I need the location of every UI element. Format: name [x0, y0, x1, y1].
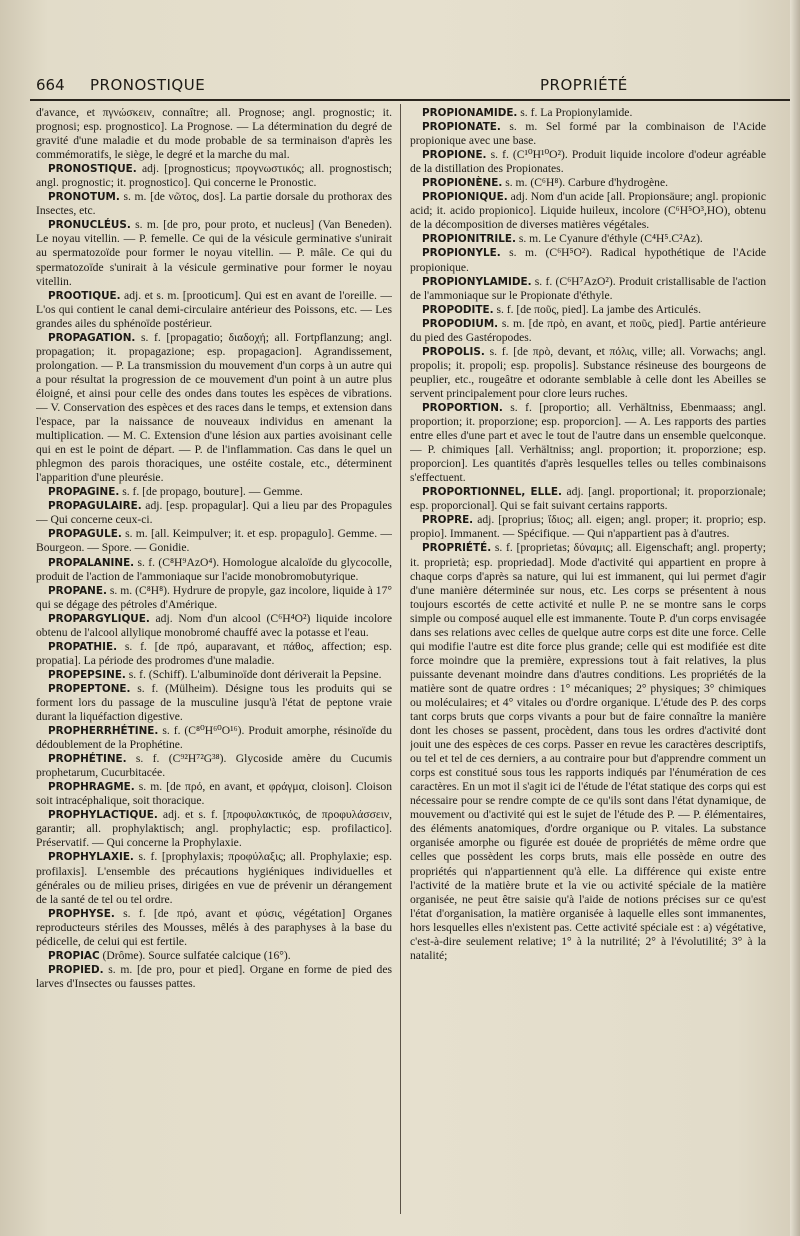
entry-definition: s. m. Sel formé par la combinaison de l'Acide propionique avec une base.: [410, 120, 766, 148]
dictionary-entry: [36, 907, 392, 949]
dictionary-entry: [410, 190, 766, 232]
entry-headword: PROPOLIS.: [422, 345, 485, 358]
entry-headword: PROPEPTONE.: [48, 682, 131, 695]
entry-definition: s. m. (C⁶H⁵O²). Radical hypothétique de l'Acide propionique.: [410, 246, 766, 274]
dictionary-entry: [410, 303, 766, 317]
entry-definition: s. m. [de pro, pour et pied]. Organe en forme de pied des larves d'Insectes ou fausses pattes.: [36, 962, 392, 990]
entry-headword: PROOTIQUE.: [48, 289, 121, 302]
entry-definition: d'avance, et πγνώσκειν, connaître; all. Prognose; angl. prognostic; it. prognosi; esp. prognostico]. La Prognose. — La détermination du degré de gravité d'une maladie et du mode probable de sa terminaison d'après les commémoratifs, le siège, le degré et la marche du mal.: [36, 106, 392, 162]
entry-definition: adj. Nom d'un acide [all. Propionsäure; angl. propionic acid; it. acido propionico]. Liquide huileux, incolore (C⁶H⁵O³,HO), obtenu de la décomposition de diverses matières végétales.: [410, 190, 766, 232]
entry-headword: PROPATHIE.: [48, 640, 118, 653]
entry-definition: s. f. [proprietas; δύναμις; all. Eigenschaft; angl. property; it. proprietà; esp. propriedad]. Mode d'activité qui appartient en propre à chaque corps d'après sa nature, qui lui est immanent, qui lui permet d'agir d'une manière déterminée sur nous, etc. Les corps se présentent à nous toujours escortés de cette activité et nulle P. ne se montre sans le corps simple ou composé auquel elle est immanente. Toute P. d'un corps envisagée dans ses relations avec celles de quelque autre corps est dite une force. Celle qui modifie l'autre est dite force plus grande; celle qui est modifiée est dite force moindre que la première, expressions tout à fait relatives, la plus puissante devenant moindre dans d'autres conditions. Les propriétés de la matière sont de quatre ordres : 1° mécaniques; 2° physiques; 3° chimiques ou moléculaires; et 4° vitales ou d'ordre organique. L'étude des P. des corps tant corps bruts que corps vivants a pour but de faire connaître la manière dont les choses se passent, procèdent, dans tous les ordres d'activité dont jouit une des espèces de ces corps. Passer en revue les caractères descriptifs, ou tel et tel de ces derniers, a au contraire pour but d'apprendre comment un corps est constitué sous tous les rapports indiqués par l'énumération de ces caractères. En un mot il s'agit ici de l'étude de l'état statique des corps qui est nécessaire pour se rendre compte de ce qu'ils sont dans l'état dynamique, de mouvement ou d'activité qui est le sujet de l'étude des P. — P. élémentaires, des éléments anatomiques, d'ordre organique ou P. vitales. La substance organisée amorphe ou figurée est douée de propriétés de même ordre que celles que possèdent les corps bruts, mais elle possède en outre des propriétés qui n'appartiennent qu'à elle. La différence qui existe entre l'activité de la matière brute et la vie ou activité spéciale de la matière organisée, ne peut être saisie qu'à l'aide de notions précises sur ce qu'est l'état d'organisation, la matière organisée à laquelle elles sont immanentes, hors lesquelles elles n'existent pas. Cette activité spéciale est : a) végétative, c'est-à-dire seulement relative; 1° à la nutrilité; 2° à l'évolutilité; 3° à la natalité;: [410, 541, 766, 962]
entry-headword: PROPRE.: [422, 514, 474, 527]
entry-definition: s. m. [de pro, pour proto, et nucleus] (Van Beneden). Le noyau vitellin. — P. femelle. Ce qui de la vésicule germinative s'unirait au spermatozoïde pour former le noyau vitellin. — P. mâle. Ce qui du spermatozoïde s'unirait à la vésicule germinative pour former le noyau vitellin.: [36, 218, 392, 288]
dictionary-entry: [36, 963, 392, 991]
dictionary-entry: [36, 499, 392, 527]
entry-definition: s. f. (Schiff). L'albuminoïde dont dériverait la Pepsine.: [128, 667, 382, 681]
entry-headword: PROPHRAGME.: [48, 781, 135, 794]
dictionary-entry: [36, 682, 392, 724]
entry-definition: s. f. [proportio; all. Verhältniss, Ebenmaass; angl. proportion; it. proporzione; esp. proporcion]. — A. Les rapports des parties entre elles d'une part et avec le tout de l'autre dans un ensemble quelconque. — P. chimiques [all. Verhältniss; angl. proportion; it. proporzione; esp. proporcion]. Les quantités d'après lesquelles telles ou telles combinaisons s'effectuent.: [410, 400, 766, 485]
entry-headword: PROPANE.: [48, 584, 107, 597]
entry-definition: s. f. (C⁸H⁹AzO⁴). Homologue alcaloïde du glycocolle, produit de l'action de l'ammoniaque sur l'acide monobromobutyrique.: [36, 555, 392, 583]
entry-definition: adj. Nom d'un alcool (C⁶H⁴O²) liquide incolore obtenu de l'alcool allylique monobromé chauffé avec la potasse et l'eau.: [36, 611, 392, 639]
entry-headword: PROPAGINE.: [48, 486, 120, 499]
page-edge-shadow: [790, 0, 800, 1236]
dictionary-entry: [36, 331, 392, 486]
entry-headword: PROPIONE.: [422, 149, 487, 162]
entry-definition: s. f. [prophylaxis; προφύλαξις; all. Prophylaxie; esp. profilaxis]. L'ensemble des précautions hygiéniques individuelles et générales ou de milieu prises, dirigées en vue de prévenir un dérangement de la santé de tel ou tel ordre.: [36, 850, 392, 906]
entry-headword: PROPAGULE.: [48, 528, 122, 541]
entry-definition: s. f. [de πρό, avant et φύσις, végétation] Organes reproducteurs stériles des Mousses, mêlés à des paraphyses à la base du pédicelle, de celui qui est fertile.: [36, 906, 392, 948]
dictionary-entry: [36, 289, 392, 331]
dictionary-entry: [36, 808, 392, 850]
entry-headword: PROPIAC: [48, 949, 100, 962]
entry-headword: PROPHYLAXIE.: [48, 851, 134, 864]
entry-definition: s. m. Le Cyanure d'éthyle (C⁴H⁵.C²Az).: [518, 232, 703, 246]
header-rule: [30, 99, 793, 101]
entry-headword: PROPARGYLIQUE.: [48, 612, 150, 625]
dictionary-entry: [410, 275, 766, 303]
entry-definition: adj. et s. m. [prooticum]. Qui est en avant de l'oreille. — L'os qui contient le canal demi-circulaire antérieur des Poissons, etc. — Les grandes ailes du sphénoïde postérieur.: [36, 288, 392, 330]
entry-headword: PRONOSTIQUE.: [48, 163, 137, 176]
entry-headword: PROPHYLACTIQUE.: [48, 809, 158, 822]
dictionary-entry: [36, 106, 392, 162]
dictionary-entry: [36, 949, 392, 963]
entry-headword: PROPHERRHÉTINE.: [48, 725, 159, 738]
entry-definition: adj. [esp. propagular]. Qui a lieu par des Propagules — Qui concerne ceux-ci.: [36, 499, 392, 527]
entry-headword: PROPRIÉTÉ.: [422, 542, 492, 555]
dictionary-entry: [410, 513, 766, 541]
entry-definition: s. m. [de πρό, en avant, et φράγμα, cloison]. Cloison soit intracéphalique, soit thoracique.: [36, 780, 392, 808]
entry-definition: s. f. [de ποῦς, pied]. La jambe des Articulés.: [496, 302, 701, 316]
page-number: 664: [36, 76, 65, 94]
entry-definition: s. m. [de πρὸ, en avant, et ποῦς, pied]. Partie antérieure du pied des Gastéropodes.: [410, 316, 766, 344]
entry-definition: s. f. [propagatio; διαδοχή; all. Fortpflanzung; angl. propagation; it. propagazione; esp. propagacion]. Agrandissement, prolongation. — P. La transmission du mouvement d'un corps à un autre qui a pour résultat la progression de ce mouvement d'un point à un autre plus éloigné, et ainsi pour celle des ondes dans toutes les espèces de vibrations. — V. Conservation des espèces et des races dans le temps, et extension dans l'espace, par la naissance de nouveaux individus en amenant la multiplication. — M. C. Extension d'une lésion aux parties avoisinant celle qui en est le point de départ. — P. de l'inflammation. Cas dans le quel un phlegmon des parois thoraciques, une ostéite costale, etc., déterminent l'apparition d'une pleurésie.: [36, 330, 392, 485]
entry-headword: PROPEPSINE.: [48, 668, 126, 681]
entry-definition: adj. [proprius; ἴδιος; all. eigen; angl. proper; it. proprio; esp. propio]. Immanent. — Spécifique. — Qui n'appartient pas à d'autres.: [410, 513, 766, 541]
dictionary-entry: [36, 527, 392, 555]
dictionary-entry: [36, 218, 392, 288]
dictionary-entry: [410, 541, 766, 962]
entry-definition: s. m. [de νῶτος, dos]. La partie dorsale du prothorax des Insectes, etc.: [36, 190, 392, 218]
entry-definition: adj. et s. f. [προφυλακτικός, de προφυλάσσειν, garantir; all. prophylaktisch; angl. prophylactic; esp. profilactico]. Préservatif. — Qui concerne la Prophylaxie.: [36, 808, 392, 850]
entry-headword: PROPORTIONNEL, ELLE.: [422, 486, 562, 499]
entry-definition: s. f. (Mülheim). Désigne tous les produits qui se forment lors du passage de la musculine jusqu'à l'état de peptone vraie durant la liquéfaction digestive.: [36, 681, 392, 724]
dictionary-entry: [410, 232, 766, 246]
entry-headword: PROPIONÈNE.: [422, 177, 503, 190]
entry-headword: PROPORTION.: [422, 401, 503, 414]
entry-definition: s. f. [de propago, bouture]. — Gemme.: [122, 485, 303, 499]
entry-headword: PRONOTUM.: [48, 191, 120, 204]
entry-headword: PROPIONIQUE.: [422, 191, 508, 204]
dictionary-entry: [36, 780, 392, 808]
entry-headword: PROPIONYLAMIDE.: [422, 275, 532, 288]
entry-headword: PROPIONATE.: [422, 121, 501, 134]
entry-headword: PROPHYSE.: [48, 907, 115, 920]
entry-headword: PROPAGATION.: [48, 331, 136, 344]
dictionary-entry: [410, 106, 766, 120]
entry-headword: PROPHÉTINE.: [48, 753, 127, 766]
dictionary-entry: [36, 162, 392, 190]
left-running-title: PRONOSTIQUE: [90, 76, 206, 94]
entry-definition: s. f. (C⁶H⁷AzO²). Produit cristallisable de l'action de l'ammoniaque sur le Propionate d'éthyle.: [410, 274, 766, 302]
entry-definition: s. m. (C⁶H⁸). Carbure d'hydrogène.: [505, 176, 669, 190]
entry-headword: PROPODIUM.: [422, 317, 499, 330]
dictionary-entry: [36, 724, 392, 752]
column-divider: [400, 104, 401, 1214]
entry-headword: PROPAGULAIRE.: [48, 500, 142, 513]
dictionary-entry: [410, 345, 766, 401]
entry-headword: PROPIONYLE.: [422, 247, 501, 260]
entry-definition: s. f. La Propionylamide.: [520, 106, 633, 119]
dictionary-entry: [36, 190, 392, 218]
entry-definition: adj. [prognosticus; προγνωστικός; all. prognostisch; angl. prognostic; it. prognostico]. Qui concerne le Pronostic.: [36, 162, 392, 190]
dictionary-entry: [410, 176, 766, 190]
dictionary-entry: [36, 668, 392, 682]
dictionary-entry: [410, 401, 766, 485]
dictionary-entry: [36, 612, 392, 640]
dictionary-entry: [36, 640, 392, 668]
page-header: [30, 68, 790, 96]
entry-headword: PROPIONITRILE.: [422, 233, 516, 246]
right-column: [410, 106, 766, 1216]
dictionary-entry: [36, 584, 392, 612]
entry-definition: s. f. (C⁸⁰H⁶⁰O¹⁶). Produit amorphe, résinoïde du dédoublement de la Prophétine.: [36, 724, 392, 752]
entry-definition: adj. [angl. proportional; it. proporzionale; esp. proporcional]. Qui se fait suivant certains rapports.: [410, 485, 766, 513]
right-running-title: PROPRIÉTÉ: [540, 76, 628, 94]
dictionary-entry: [410, 148, 766, 176]
entry-headword: PROPALANINE.: [48, 556, 135, 569]
dictionary-entry: [36, 850, 392, 906]
entry-definition: s. m. [all. Keimpulver; it. et esp. propagulo]. Gemme. — Bourgeon. — Spore. — Gonidie.: [36, 527, 392, 555]
entry-definition: (Drôme). Source sulfatée calcique (16°).: [102, 948, 291, 962]
dictionary-entry: [36, 485, 392, 499]
entry-headword: PROPODITE.: [422, 303, 494, 316]
dictionary-entry: [410, 120, 766, 148]
entry-headword: PROPIED.: [48, 963, 104, 976]
entry-definition: s. f. [de πρό, auparavant, et πάθος, affection; esp. propatia]. La période des prodromes d'une maladie.: [36, 639, 392, 667]
dictionary-entry: [410, 317, 766, 345]
entry-definition: s. f. (C¹⁰H¹⁰O²). Produit liquide incolore d'odeur agréable de la distillation des Propionates.: [410, 148, 766, 176]
entry-definition: s. m. (C⁸H⁸). Hydrure de propyle, gaz incolore, liquide à 17° qui se dégage des pétroles d'Amérique.: [36, 583, 392, 611]
dictionary-entry: [36, 752, 392, 780]
dictionary-entry: [410, 246, 766, 274]
entry-definition: s. f. [de πρὸ, devant, et πόλις, ville; all. Vorwachs; angl. propolis; it. propoli; esp. propolis]. Substance résineuse des bourgeons de peuplier, etc., rougeâtre et odorante semblable à celle dont les Abeilles se servent principalement pour clore leurs ruches.: [410, 344, 766, 400]
dictionary-entry: [36, 556, 392, 584]
dictionary-entry: [410, 485, 766, 513]
entry-headword: PROPIONAMIDE.: [422, 107, 518, 119]
entry-definition: s. f. (C⁹²H⁷²G³⁸). Glycoside amère du Cucumis prophetarum, Cucurbitacée.: [36, 752, 392, 780]
entry-headword: PRONUCLÉUS.: [48, 219, 131, 232]
left-column: [36, 106, 392, 1216]
